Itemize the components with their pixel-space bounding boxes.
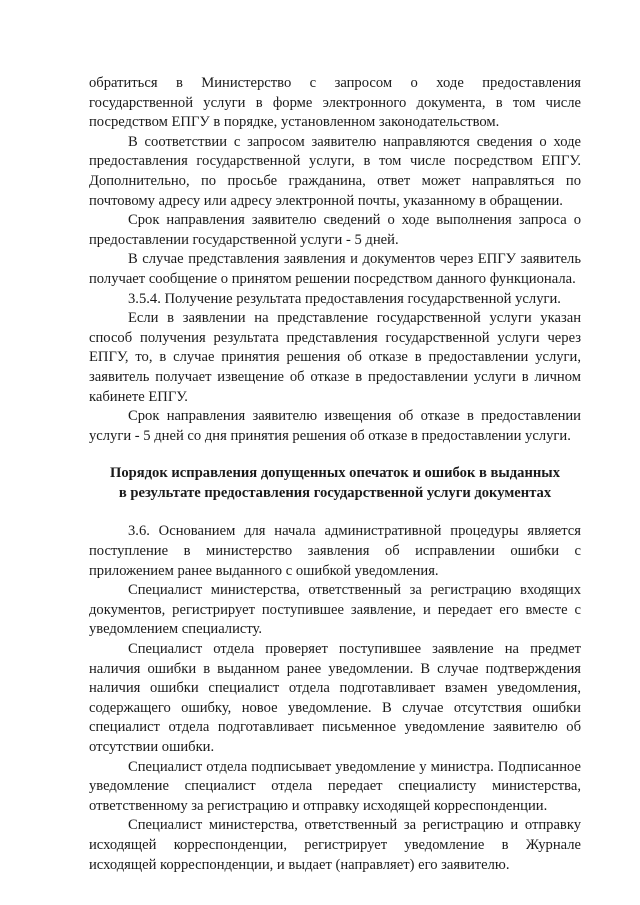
paragraph: 3.5.4. Получение результата предоставления государственной услуги.	[128, 290, 561, 307]
paragraph: Специалист министерства, ответственный за регистрацию и отправку исходящей корреспонденции, регистрирует уведомление в Журнале исходящей корреспонденции, и выдает (направляет) его заявителю.	[89, 817, 581, 873]
paragraph: Специалист отдела проверяет поступившее заявление на предмет наличия ошибки в выданном ранее уведомлении. В случае подтверждения наличия ошибки специалист отдела подготавливает взамен уведомления, содержащего ошибку, новое уведомление. В случае отсутствия ошибки специалист отдела подготавливает письменное уведомление заявителю об отсутствии ошибки.	[89, 641, 581, 755]
paragraph: Срок направления заявителю сведений о ходе выполнения запроса о предоставлении государственной услуги - 5 дней.	[89, 212, 581, 248]
document-page	[89, 74, 581, 875]
paragraph: 3.6. Основанием для начала административной процедуры является поступление в министерство заявления об исправлении ошибки с приложением ранее выданного с ошибкой уведомления.	[89, 523, 581, 579]
paragraph: В соответствии с запросом заявителю направляются сведения о ходе предоставления государственной услуги, в том числе посредством ЕПГУ. Дополнительно, по просьбе гражданина, ответ может направляться по почтовому адресу или адресу электронной почты, указанному в обращении.	[89, 133, 581, 209]
paragraph: Специалист отдела подписывает уведомление у министра. Подписанное уведомление специалист отдела передает специалисту министерства, ответственному за регистрацию и отправку исходящей корреспонденции.	[89, 758, 581, 814]
paragraph-continuation: обратиться в Министерство с запросом о ходе предоставления государственной услуги в форме электронного документа, в том числе посредством ЕПГУ в порядке, установленном законодательством.	[89, 75, 581, 131]
section-heading: Порядок исправления допущенных опечаток и ошибок в выданных в результате предоставления государственной услуги документах	[110, 465, 560, 501]
paragraph: Специалист министерства, ответственный за регистрацию входящих документов, регистрирует поступившее заявление, и передает его вместе с уведомлением специалисту.	[89, 582, 581, 638]
paragraph: Если в заявлении на представление государственной услуги указан способ получения результата представления государственной услуги через ЕПГУ, то, в случае принятия решения об отказе в предоставлении услуги, заявитель получает извещение об отказе в предоставлении услуги в личном кабинете ЕПГУ.	[89, 310, 581, 405]
paragraph: В случае представления заявления и документов через ЕПГУ заявитель получает сообщение о принятом решении посредством данного функционала.	[89, 251, 581, 287]
paragraph: Срок направления заявителю извещения об отказе в предоставлении услуги - 5 дней со дня принятия решения об отказе в предоставлении услуги.	[89, 408, 581, 444]
